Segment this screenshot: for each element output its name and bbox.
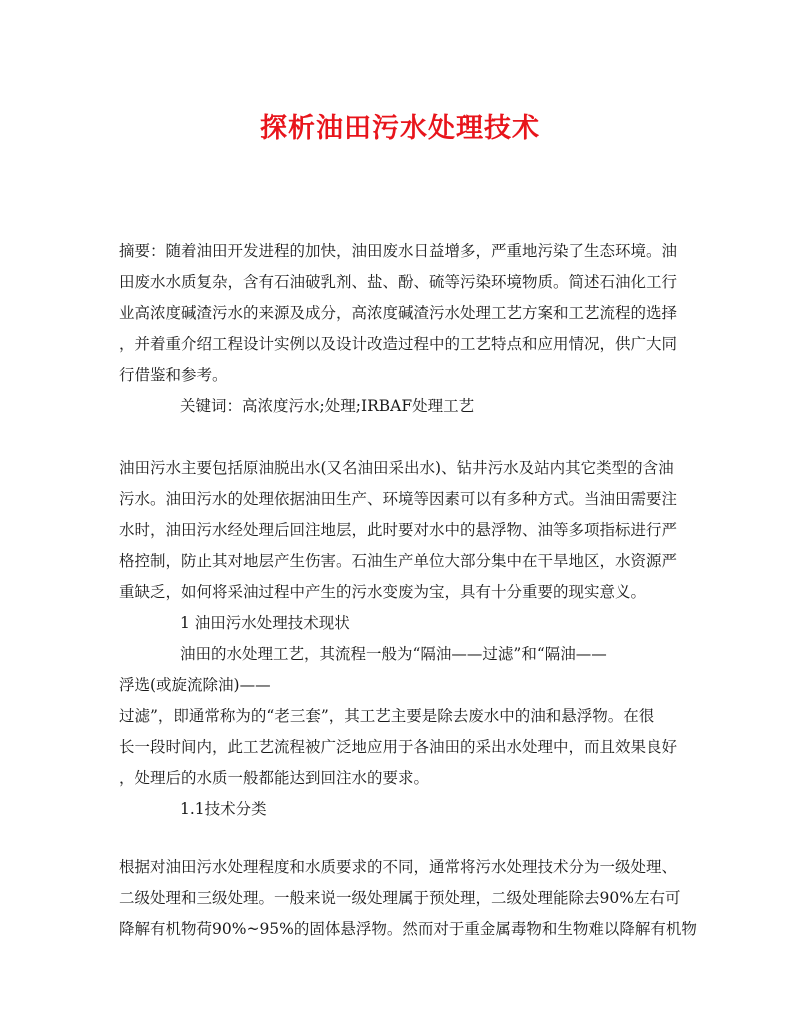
intro-line: 油田污水主要包括原油脱出水(又名油田采出水)、钻井污水及站内其它类型的含油 <box>119 459 674 477</box>
abstract-line: 摘要：随着油田开发进程的加快，油田废水日益增多，严重地污染了生态环境。油 <box>119 242 678 260</box>
subsection-heading: 1.1技术分类 <box>180 800 267 818</box>
subsection-line: 降解有机物荷90%~95%的固体悬浮物。然而对于重金属毒物和生物难以降解有机物 <box>119 920 697 938</box>
subsection-line: 根据对油田污水处理程度和水质要求的不同，通常将污水处理技术分为一级处理、 <box>119 858 678 876</box>
subsection-line: 二级处理和三级处理。一般来说一级处理属于预处理，二级处理能除去90%左右可 <box>119 889 681 907</box>
intro-line: 水时，油田污水经处理后回注地层，此时要对水中的悬浮物、油等多项指标进行严 <box>119 521 678 539</box>
keywords-line: 关键词：高浓度污水;处理;IRBAF处理工艺 <box>180 397 475 415</box>
section-line: 浮选(或旋流除油)—— <box>119 676 271 694</box>
document-title: 探析油田污水处理技术 <box>260 113 540 144</box>
intro-line: 污水。油田污水的处理依据油田生产、环境等因素可以有多种方式。当油田需要注 <box>119 490 678 508</box>
abstract-line: ，并着重介绍工程设计实例以及设计改造过程中的工艺特点和应用情况，供广大同 <box>119 335 678 353</box>
section-line: 长一段时间内，此工艺流程被广泛地应用于各油田的采出水处理中，而且效果良好 <box>119 738 678 756</box>
abstract-line: 行借鉴和参考。 <box>119 366 228 384</box>
intro-line: 格控制，防止其对地层产生伤害。石油生产单位大部分集中在干旱地区，水资源严 <box>119 552 678 570</box>
section-line: ，处理后的水质一般都能达到回注水的要求。 <box>119 769 430 787</box>
section-line: 过滤”，即通常称为的“老三套”，其工艺主要是除去废水中的油和悬浮物。在很 <box>119 707 655 725</box>
section-line: 油田的水处理工艺，其流程一般为“隔油——过滤”和“隔油—— <box>180 645 607 663</box>
abstract-line: 田废水水质复杂，含有石油破乳剂、盐、酚、硫等污染环境物质。简述石油化工行 <box>119 273 678 291</box>
intro-line: 重缺乏，如何将采油过程中产生的污水变废为宝，具有十分重要的现实意义。 <box>119 583 647 601</box>
section-heading: 1 油田污水处理技术现状 <box>180 614 350 632</box>
abstract-line: 业高浓度碱渣污水的来源及成分，高浓度碱渣污水处理工艺方案和工艺流程的选择 <box>119 304 678 322</box>
